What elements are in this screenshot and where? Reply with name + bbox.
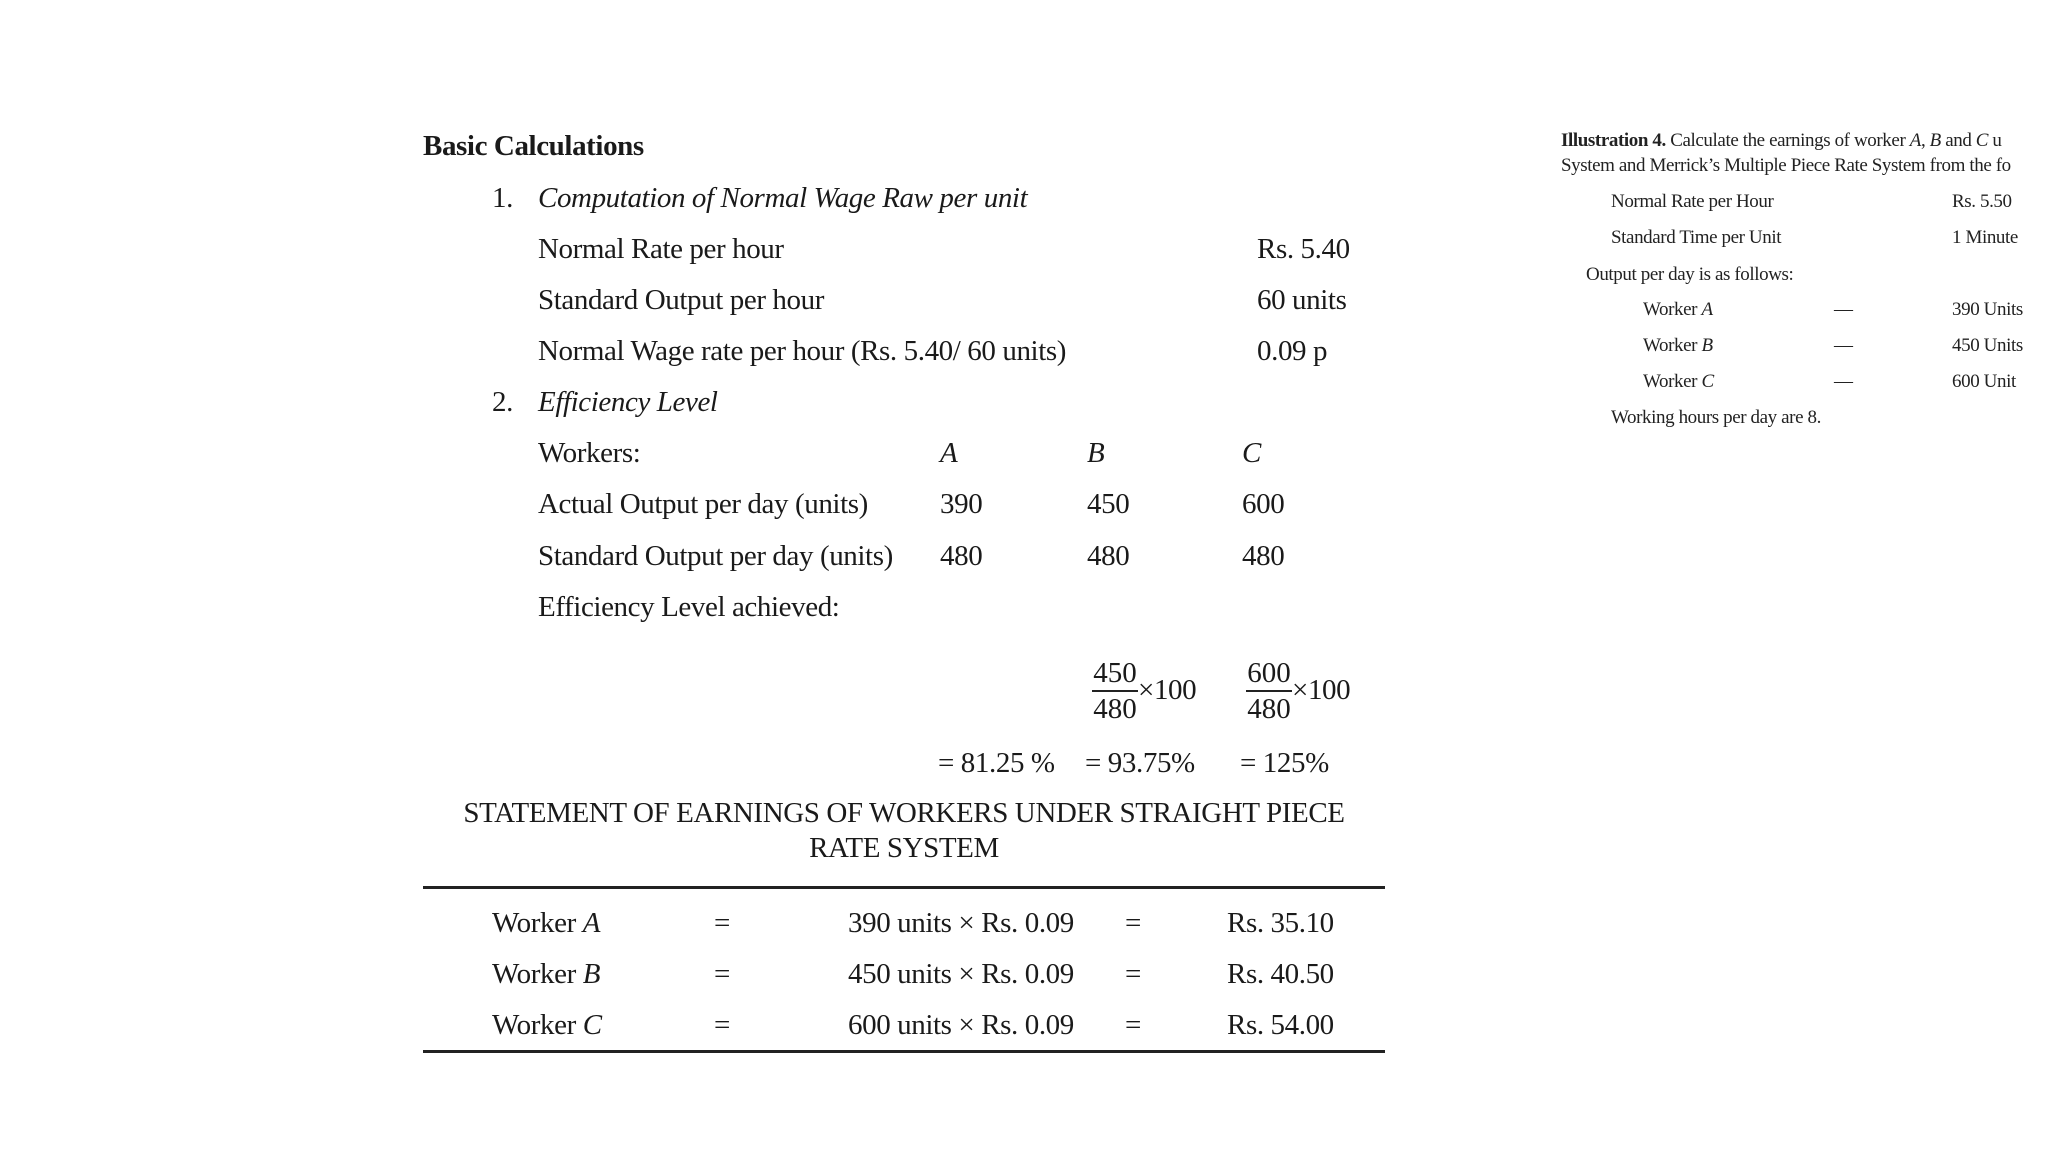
efficiency-result-b: = 93.75% — [1085, 747, 1195, 779]
fraction-b — [1092, 656, 1138, 726]
efficiency-result-c: = 125% — [1240, 747, 1329, 779]
normal-rate-label: Normal Rate per hour — [538, 233, 784, 265]
statement-row-b-amount: Rs. 40.50 — [1227, 958, 1334, 990]
side-worker-b-dash: — — [1834, 335, 1853, 356]
statement-title-line2: RATE SYSTEM — [809, 832, 999, 864]
illustration-tail: u — [1988, 130, 2002, 151]
illustration-and: and — [1940, 130, 1976, 151]
side-worker-b — [1643, 335, 1713, 357]
side-worker-a-value: 390 Units — [1952, 299, 2023, 320]
side-std-time-value: 1 Minute — [1952, 227, 2018, 248]
fraction-b-numerator: 450 — [1093, 657, 1137, 689]
actual-output-a: 390 — [940, 488, 983, 520]
statement-row-a-eq2: = — [1125, 907, 1141, 939]
illustration-letter-c: C — [1975, 130, 1989, 151]
efficiency-result-a: = 81.25 % — [938, 747, 1055, 779]
worker-label: Worker — [492, 958, 576, 990]
table-top-rule — [423, 886, 1385, 889]
statement-row-c-eq2: = — [1125, 1009, 1141, 1041]
std-output-value: 60 units — [1257, 284, 1347, 316]
efficiency-label: Efficiency Level achieved: — [538, 591, 840, 623]
table-bottom-rule — [423, 1050, 1385, 1053]
worker-b-header: B — [1087, 437, 1105, 469]
worker-letter: A — [582, 907, 601, 939]
worker-letter: B — [582, 958, 601, 990]
statement-row-a-worker — [492, 907, 600, 940]
statement-row-a-calc: 390 units × Rs. 0.09 — [848, 907, 1074, 939]
fraction-c — [1246, 656, 1292, 726]
std-output-day-a: 480 — [940, 540, 983, 572]
side-worker-label: Worker — [1643, 371, 1698, 392]
statement-row-b-eq1: = — [714, 958, 730, 990]
worker-c-header: C — [1242, 437, 1261, 469]
illustration-letter-a: A — [1909, 130, 1921, 151]
side-worker-label: Worker — [1643, 335, 1698, 356]
fraction-b-multiplier: ×100 — [1138, 674, 1197, 706]
wage-rate-label: Normal Wage rate per hour (Rs. 5.40/ 60 units) — [538, 335, 1066, 367]
workers-label: Workers: — [538, 437, 641, 469]
actual-output-b: 450 — [1087, 488, 1130, 520]
statement-title-line1: STATEMENT OF EARNINGS OF WORKERS UNDER STRAIGHT PIECE — [463, 797, 1345, 829]
side-worker-c-value: 600 Unit — [1952, 371, 2016, 392]
illustration-line1 — [1561, 130, 2002, 152]
statement-row-b-calc: 450 units × Rs. 0.09 — [848, 958, 1074, 990]
section1-title: Computation of Normal Wage Raw per unit — [538, 182, 1028, 214]
illustration-letter-b: B — [1929, 130, 1941, 151]
side-std-time-label: Standard Time per Unit — [1611, 227, 1782, 248]
side-worker-a — [1643, 299, 1713, 321]
illustration-text: Calculate the earnings of worker — [1665, 130, 1910, 151]
illustration-line2: System and Merrick’s Multiple Piece Rate System from the fo — [1561, 155, 2011, 176]
statement-row-c-calc: 600 units × Rs. 0.09 — [848, 1009, 1074, 1041]
worker-a-header: A — [940, 437, 958, 469]
side-normal-rate-value: Rs. 5.50 — [1952, 191, 2012, 212]
statement-row-c-eq1: = — [714, 1009, 730, 1041]
statement-row-c-worker — [492, 1009, 602, 1042]
statement-row-b-eq2: = — [1125, 958, 1141, 990]
statement-row-c-amount: Rs. 54.00 — [1227, 1009, 1334, 1041]
statement-row-a-amount: Rs. 35.10 — [1227, 907, 1334, 939]
std-output-day-c: 480 — [1242, 540, 1285, 572]
section2-title: Efficiency Level — [538, 386, 718, 418]
section1-number: 1. — [492, 182, 513, 214]
actual-output-label: Actual Output per day (units) — [538, 488, 868, 520]
fraction-c-multiplier: ×100 — [1292, 674, 1351, 706]
std-output-day-b: 480 — [1087, 540, 1130, 572]
std-output-label: Standard Output per hour — [538, 284, 824, 316]
worker-letter: C — [582, 1009, 602, 1041]
fraction-c-denominator: 480 — [1246, 690, 1292, 726]
side-worker-c-dash: — — [1834, 371, 1853, 392]
side-normal-rate-label: Normal Rate per Hour — [1611, 191, 1774, 212]
side-worker-letter: B — [1701, 335, 1713, 356]
worker-label: Worker — [492, 1009, 576, 1041]
side-worker-c — [1643, 371, 1714, 393]
section2-number: 2. — [492, 386, 513, 418]
illustration-sep: , — [1920, 130, 1930, 151]
side-worker-letter: C — [1701, 371, 1714, 392]
illustration-label: Illustration 4. — [1561, 130, 1666, 151]
statement-row-b-worker — [492, 958, 600, 991]
fraction-b-denominator: 480 — [1092, 690, 1138, 726]
normal-rate-value: Rs. 5.40 — [1257, 233, 1350, 265]
page-heading: Basic Calculations — [423, 130, 644, 162]
side-output-label: Output per day is as follows: — [1586, 264, 1794, 285]
worker-label: Worker — [492, 907, 576, 939]
std-output-day-label: Standard Output per day (units) — [538, 540, 893, 572]
statement-row-a-eq1: = — [714, 907, 730, 939]
side-hours: Working hours per day are 8. — [1611, 407, 1821, 428]
side-worker-b-value: 450 Units — [1952, 335, 2023, 356]
side-worker-a-dash: — — [1834, 299, 1853, 320]
side-worker-letter: A — [1701, 299, 1713, 320]
side-worker-label: Worker — [1643, 299, 1698, 320]
actual-output-c: 600 — [1242, 488, 1285, 520]
wage-rate-value: 0.09 p — [1257, 335, 1328, 367]
fraction-c-numerator: 600 — [1247, 657, 1291, 689]
